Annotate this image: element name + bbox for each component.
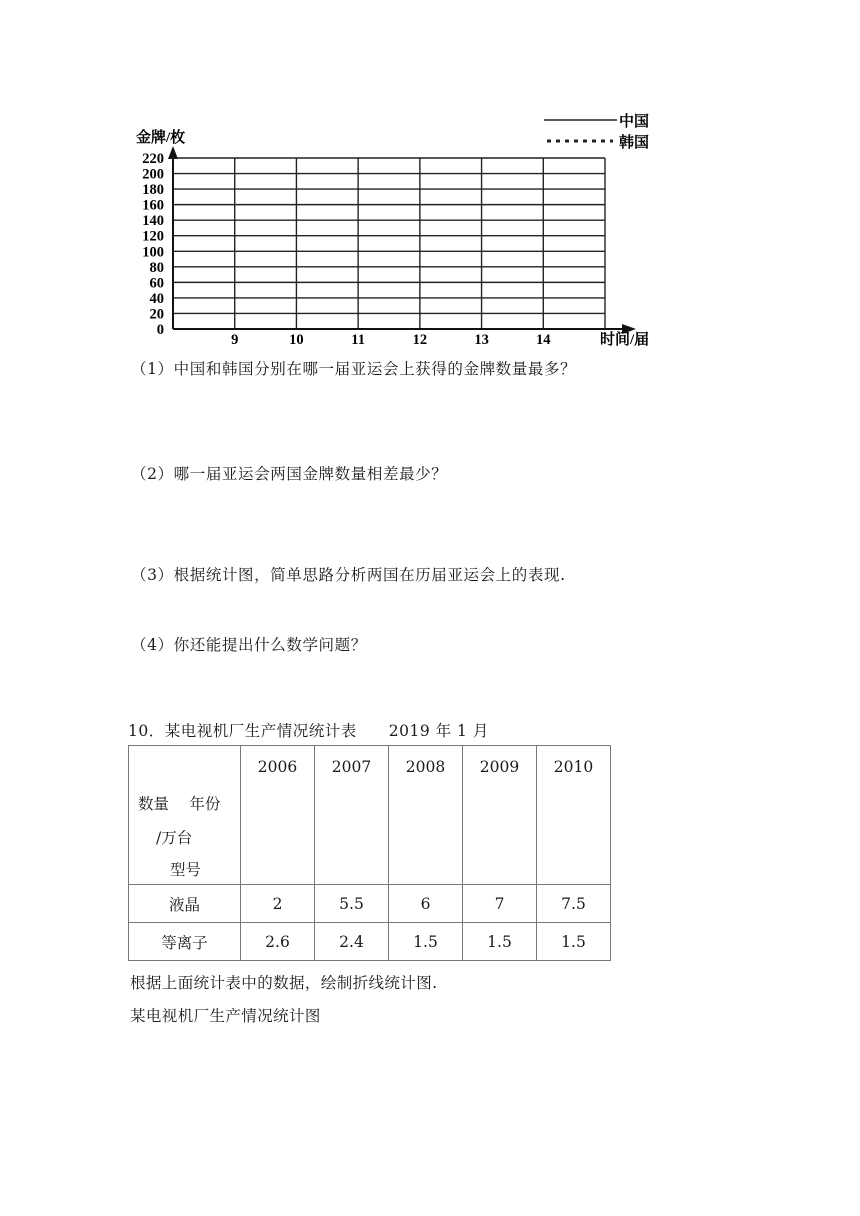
y-tick-label: 160 (142, 197, 164, 214)
x-tick-label: 12 (412, 332, 428, 348)
table-cell: 2.4 (315, 923, 389, 961)
table-cell: 1.5 (537, 923, 611, 961)
legend-label-china: 中国 (619, 114, 650, 130)
table-cell: 1.5 (389, 923, 463, 961)
y-tick-label: 100 (142, 244, 164, 261)
corner-mid-label: /万台 (156, 829, 193, 847)
x-tick-label: 13 (474, 332, 489, 348)
chart-ticks (142, 151, 550, 348)
y-tick-label: 200 (142, 166, 164, 183)
legend-label-korea: 韩国 (619, 135, 650, 151)
x-tick-label: 10 (289, 332, 304, 348)
table-cell: 5.5 (315, 885, 389, 923)
table-header-row (129, 746, 611, 885)
y-tick-label: 60 (149, 275, 164, 292)
y-tick-label: 140 (142, 213, 164, 230)
question-1: （1）中国和韩国分别在哪一届亚运会上获得的金牌数量最多？ (131, 360, 577, 378)
table-cell: 6 (389, 885, 463, 923)
problem-10-heading (128, 719, 489, 741)
row-label: 等离子 (129, 923, 241, 961)
y-tick-label: 20 (149, 306, 164, 323)
gold-medal-chart (0, 0, 860, 360)
y-axis-label: 金牌/枚 (136, 130, 186, 146)
chart-legend (544, 112, 649, 151)
question-3: （3）根据统计图，简单思路分析两国在历届亚运会上的表现. (131, 566, 566, 584)
x-tick-label: 11 (351, 332, 365, 348)
corner-top-label: 数量 年份 (138, 795, 221, 813)
table-cell: 2 (241, 885, 315, 923)
production-table (128, 745, 611, 961)
year-header: 2006 (241, 746, 315, 885)
y-tick-label: 220 (142, 151, 164, 167)
y-tick-label: 40 (149, 290, 164, 307)
year-header: 2008 (389, 746, 463, 885)
y-tick-label: 0 (156, 322, 164, 338)
year-header: 2009 (463, 746, 537, 885)
problem-10-title: 10．某电视机厂生产情况统计表 (128, 722, 357, 740)
x-tick-label: 14 (536, 332, 551, 348)
table-row (129, 885, 611, 923)
table-cell: 2.6 (241, 923, 315, 961)
question-2: （2）哪一届亚运会两国金牌数量相差最少？ (131, 465, 448, 483)
y-tick-label: 120 (142, 228, 164, 245)
table-row (129, 923, 611, 961)
year-header: 2007 (315, 746, 389, 885)
row-label: 液晶 (129, 885, 241, 923)
table-cell: 7 (463, 885, 537, 923)
line-chart-title: 某电视机厂生产情况统计图 (130, 1007, 321, 1025)
y-axis-arrow (168, 146, 178, 159)
x-axis-label: 时间/届 (600, 332, 650, 348)
question-4: （4）你还能提出什么数学问题？ (131, 636, 367, 654)
year-header: 2010 (537, 746, 611, 885)
table-cell: 1.5 (463, 923, 537, 961)
chart-grid (168, 146, 636, 334)
table-corner-cell (129, 746, 241, 885)
x-tick-label: 9 (231, 332, 239, 348)
y-tick-label: 80 (149, 259, 164, 276)
corner-bottom-label: 型号 (170, 861, 202, 879)
problem-10-date: 2019 年 1 月 (388, 722, 489, 740)
table-cell: 7.5 (537, 885, 611, 923)
y-tick-label: 180 (142, 182, 164, 199)
table-instruction: 根据上面统计表中的数据，绘制折线统计图. (130, 974, 438, 992)
